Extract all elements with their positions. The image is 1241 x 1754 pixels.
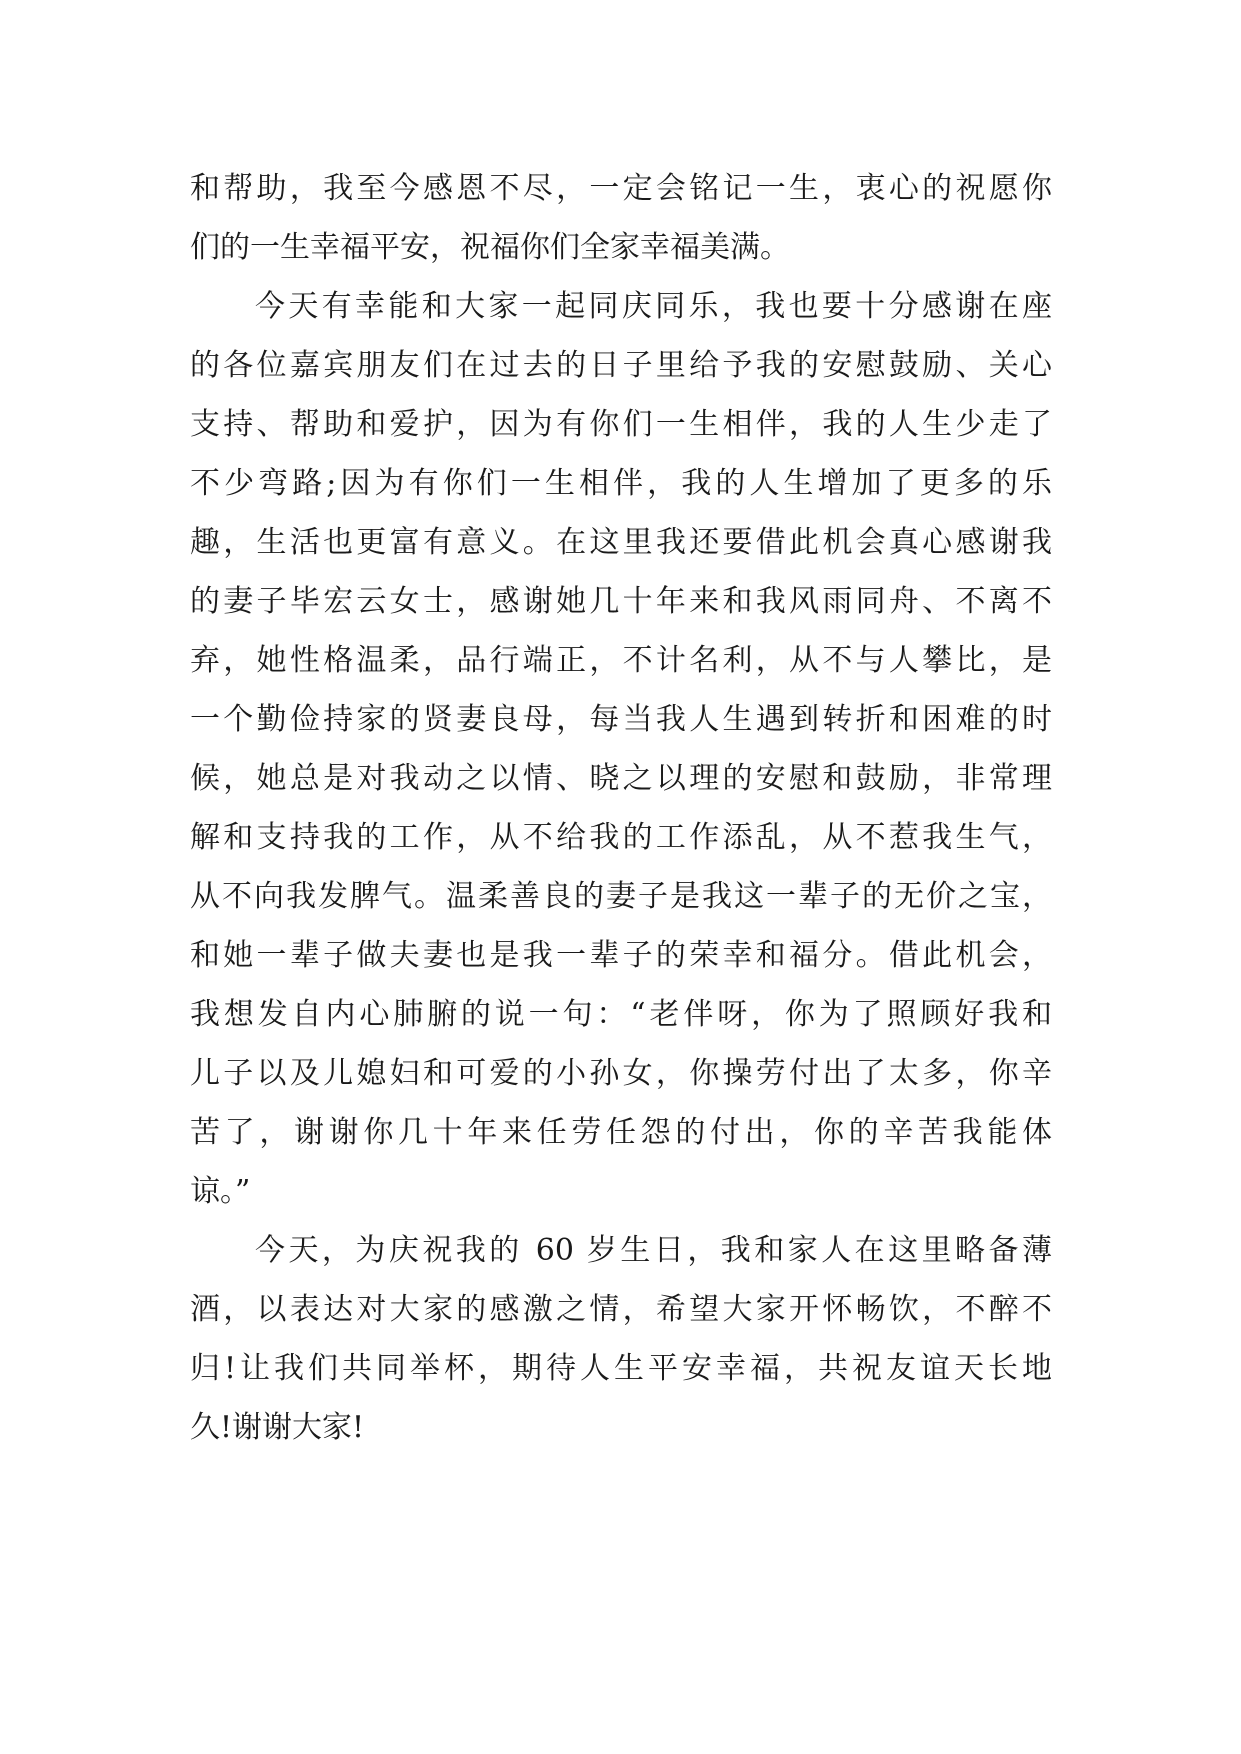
paragraph-1 — [190, 159, 1052, 277]
text-line: 的各位嘉宾朋友们在过去的日子里给予我的安慰鼓励、关心 — [190, 348, 1052, 383]
text-line: 弃，她性格温柔，品行端正，不计名利，从不与人攀比，是 — [190, 643, 1052, 678]
text-line: 我想发自内心肺腑的说一句：“老伴呀，你为了照顾好我和 — [190, 997, 1052, 1032]
text-line: 归!让我们共同举杯，期待人生平安幸福，共祝友谊天长地 — [190, 1351, 1052, 1386]
paragraph-3 — [190, 1221, 1052, 1457]
text-line: 趣，生活也更富有意义。在这里我还要借此机会真心感谢我 — [190, 525, 1052, 560]
text-line: 的妻子毕宏云女士，感谢她几十年来和我风雨同舟、不离不 — [190, 584, 1052, 619]
text-line: 候，她总是对我动之以情、晓之以理的安慰和鼓励，非常理 — [190, 761, 1052, 796]
text-line: 今天有幸能和大家一起同庆同乐，我也要十分感谢在座 — [255, 289, 1052, 324]
text-line: 从不向我发脾气。温柔善良的妻子是我这一辈子的无价之宝， — [190, 879, 1052, 914]
document-body — [190, 159, 1052, 1457]
text-line: 们的一生幸福平安，祝福你们全家幸福美满。 — [190, 230, 790, 265]
text-line: 苦了，谢谢你几十年来任劳任怨的付出，你的辛苦我能体 — [190, 1115, 1052, 1150]
text-line: 一个勤俭持家的贤妻良母，每当我人生遇到转折和困难的时 — [190, 702, 1052, 737]
text-line: 不少弯路;因为有你们一生相伴，我的人生增加了更多的乐 — [190, 466, 1052, 501]
text-line: 解和支持我的工作，从不给我的工作添乱，从不惹我生气， — [190, 820, 1052, 855]
text-line: 谅。” — [190, 1174, 251, 1209]
text-line: 和帮助，我至今感恩不尽，一定会铭记一生，衷心的祝愿你 — [190, 171, 1052, 206]
text-line: 支持、帮助和爱护，因为有你们一生相伴，我的人生少走了 — [190, 407, 1052, 442]
text-line: 儿子以及儿媳妇和可爱的小孙女，你操劳付出了太多，你辛 — [190, 1056, 1052, 1091]
text-line: 今天，为庆祝我的 60 岁生日，我和家人在这里略备薄 — [255, 1233, 1052, 1268]
text-line: 和她一辈子做夫妻也是我一辈子的荣幸和福分。借此机会， — [190, 938, 1052, 973]
text-line: 酒，以表达对大家的感激之情，希望大家开怀畅饮，不醉不 — [190, 1292, 1052, 1327]
paragraph-2 — [190, 277, 1052, 1221]
text-line: 久!谢谢大家! — [190, 1410, 365, 1445]
